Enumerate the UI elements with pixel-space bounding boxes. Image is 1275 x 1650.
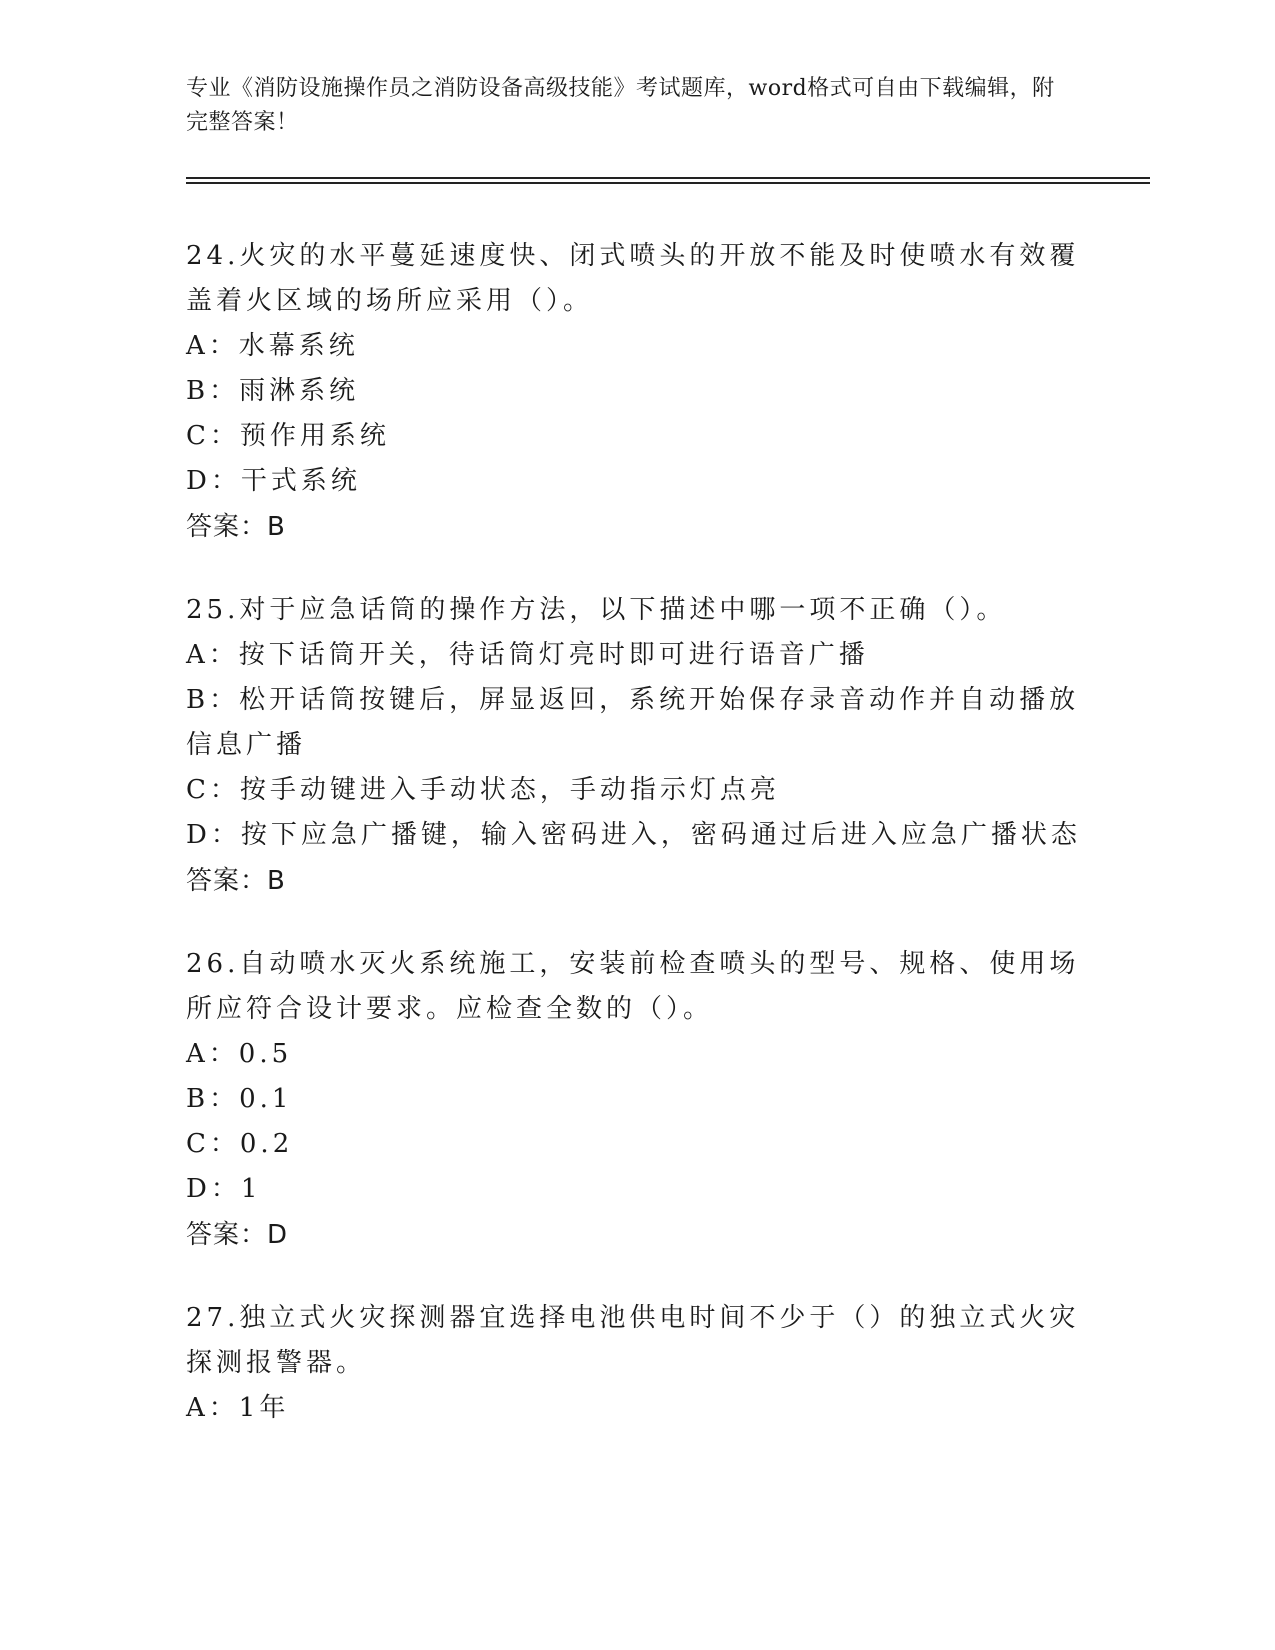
question-25 (186, 588, 1086, 904)
question-27 (186, 1296, 1086, 1431)
option-a: A：水幕系统 (186, 331, 359, 361)
question-stem: 26.自动喷水灭火系统施工，安装前检查喷头的型号、规格、使用场所应符合设计要求。应检查全数的（）。 (186, 949, 1080, 1024)
option-d: D：干式系统 (186, 466, 361, 496)
option-b: B：0.1 (186, 1084, 293, 1114)
header-divider-bottom (186, 182, 1150, 184)
question-26 (186, 942, 1086, 1258)
question-stem: 24.火灾的水平蔓延速度快、闭式喷头的开放不能及时使喷水有效覆盖着火区域的场所应采用（）。 (186, 241, 1080, 316)
answer-label: 答案：D (186, 1220, 289, 1250)
option-a: A：0.5 (186, 1039, 293, 1069)
header-note: 专业《消防设施操作员之消防设备高级技能》考试题库，word格式可自由下载编辑，附完整答案！ (186, 76, 1055, 135)
answer-label: 答案：B (186, 866, 286, 896)
option-d: D：1 (186, 1174, 262, 1204)
option-d: D：按下应急广播键，输入密码进入，密码通过后进入应急广播状态 (186, 820, 1081, 850)
question-stem: 27.独立式火灾探测器宜选择电池供电时间不少于（）的独立式火灾探测报警器。 (186, 1303, 1080, 1378)
question-stem: 25.对于应急话筒的操作方法，以下描述中哪一项不正确（）。 (186, 595, 1007, 625)
option-c: C：按手动键进入手动状态，手动指示灯点亮 (186, 775, 780, 805)
question-24 (186, 234, 1086, 550)
option-b: B：松开话筒按键后，屏显返回，系统开始保存录音动作并自动播放信息广播 (186, 685, 1080, 760)
answer-label: 答案：B (186, 512, 286, 542)
option-c: C：预作用系统 (186, 421, 390, 451)
option-c: C：0.2 (186, 1129, 294, 1159)
option-a: A：1年 (186, 1393, 290, 1423)
question-list (186, 234, 1086, 1469)
option-a: A：按下话筒开关，待话筒灯亮时即可进行语音广播 (186, 640, 869, 670)
header-divider-top (186, 177, 1150, 179)
option-b: B：雨淋系统 (186, 376, 360, 406)
